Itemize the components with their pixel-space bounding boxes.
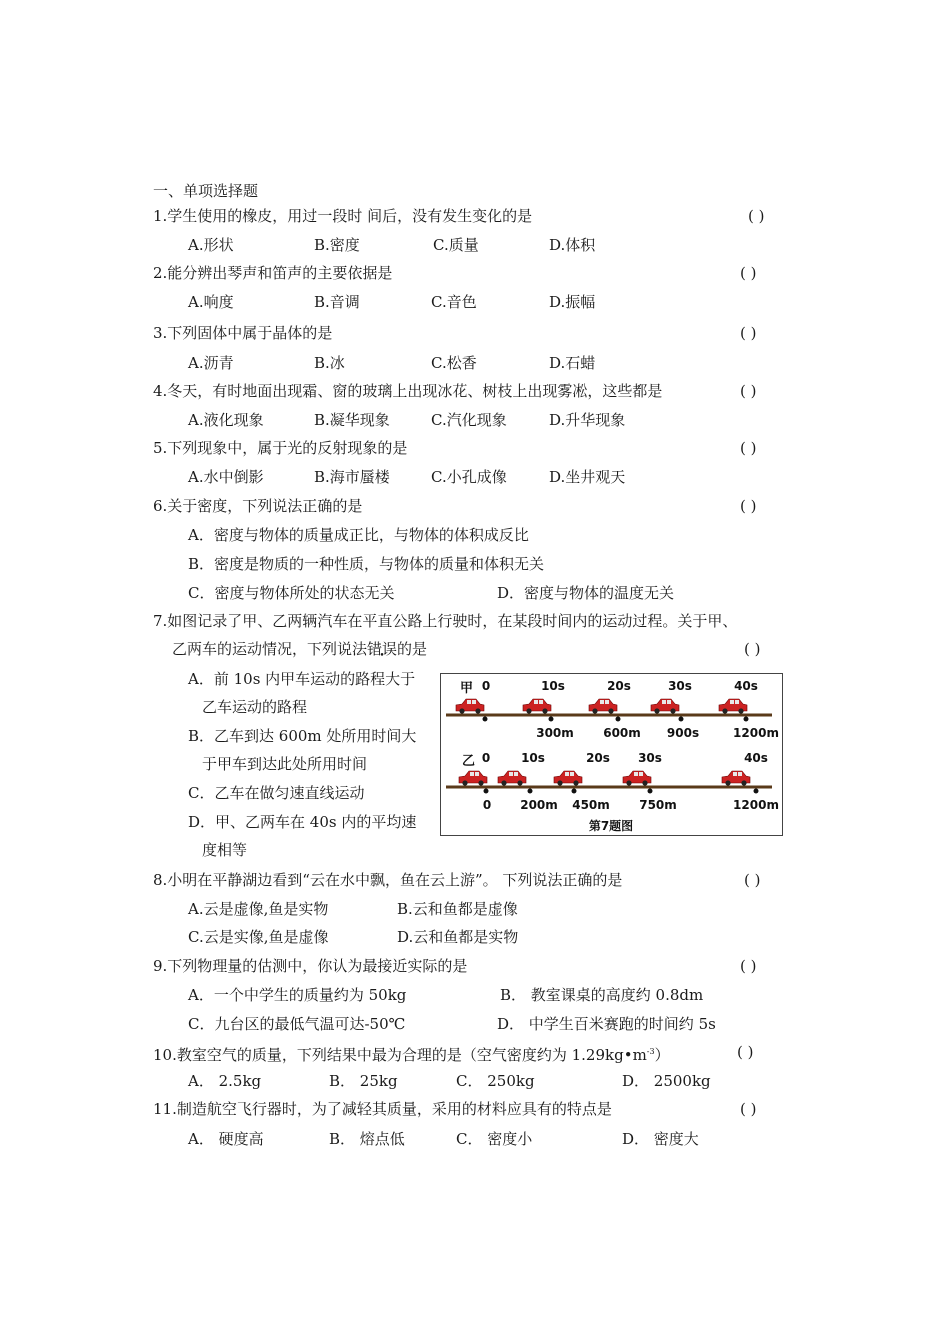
q7-stem-emphasis: 错误 (367, 640, 398, 658)
q7-option-c: C．乙车在做匀速直线运动 (188, 784, 365, 802)
row-a-marker-dot (679, 717, 684, 722)
q2-option-a: A.响度 (188, 293, 234, 311)
row-b-time-label: 30s (638, 751, 662, 765)
q7-option-d-line1: D．甲、乙两车在 40s 内的平均速 (188, 813, 417, 831)
row-b-time-label: 20s (586, 751, 610, 765)
row-a-time-label: 30s (668, 679, 692, 693)
q11-option-d: D． 密度大 (622, 1130, 699, 1148)
row-b-distance-label: 200m (520, 798, 558, 812)
q2-option-b: B.音调 (314, 293, 360, 311)
row-b-marker-dot (572, 789, 577, 794)
q3-option-c: C.松香 (431, 354, 477, 372)
row-a-marker-dot (549, 717, 554, 722)
row-b-distance-label: 0 (482, 798, 492, 812)
q5-option-a: A.水中倒影 (188, 468, 264, 486)
q5-option-b: B.海市蜃楼 (314, 468, 390, 486)
answer-blank-6[interactable]: ( ) (740, 497, 757, 515)
q1-option-d: D.体积 (549, 236, 596, 254)
row-b-time-label: 10s (521, 751, 545, 765)
q4-option-a: A.液化现象 (188, 411, 264, 429)
q6-option-b: B．密度是物质的一种性质，与物体的质量和体积无关 (188, 555, 545, 573)
q7-option-d-line2: 度相等 (202, 841, 248, 859)
row-b-marker-dot (648, 789, 653, 794)
answer-blank-1[interactable]: ( ) (748, 207, 765, 225)
answer-blank-5[interactable]: ( ) (740, 439, 757, 457)
question-7-stem-line1: 7.如图记录了甲、乙两辆汽车在平直公路上行驶时，在某段时间内的运动过程。关于甲、 (153, 612, 738, 630)
row-a-marker-dot (616, 717, 621, 722)
q10-option-c: C． 250kg (456, 1072, 535, 1090)
q1-option-b: B.密度 (314, 236, 360, 254)
answer-blank-2[interactable]: ( ) (740, 264, 757, 282)
row-b-distance-label: 450m (572, 798, 610, 812)
row-b-marker-dot (754, 789, 759, 794)
question-9-stem: 9.下列物理量的估测中，你认为最接近实际的是 (153, 957, 468, 975)
row-a-distance-label: 1200m (733, 726, 779, 740)
row-a-time-label: 0 (481, 679, 491, 693)
q11-option-c: C． 密度小 (456, 1130, 533, 1148)
answer-blank-7[interactable]: ( ) (744, 640, 761, 658)
q6-option-d: D．密度与物体的温度无关 (497, 584, 675, 602)
q4-option-d: D.升华现象 (549, 411, 626, 429)
q10-unit-exponent: -3 (646, 1047, 655, 1056)
q2-option-c: C.音色 (431, 293, 477, 311)
answer-blank-10[interactable]: ( ) (737, 1043, 754, 1061)
q11-option-b: B． 熔点低 (329, 1130, 405, 1148)
q9-option-b: B． 教室课桌的高度约 0.8dm (500, 986, 704, 1004)
row-a-time-label: 20s (607, 679, 631, 693)
q3-option-a: A.沥青 (188, 354, 234, 372)
section-title: 一、单项选择题 (153, 182, 259, 200)
q8-option-b: B.云和鱼都是虚像 (397, 900, 518, 918)
q7-stem-post: 的是 (397, 640, 428, 658)
q10-option-b: B． 25kg (329, 1072, 398, 1090)
q9-option-d: D． 中学生百米赛跑的时间约 5s (497, 1015, 716, 1033)
question-10-stem (153, 1041, 670, 1066)
row-b-marker-dot (484, 789, 489, 794)
q6-option-c: C．密度与物体所处的状态无关 (188, 584, 395, 602)
q8-option-d: D.云和鱼都是实物 (397, 928, 519, 946)
question-2-stem: 2.能分辨出琴声和笛声的主要依据是 (153, 264, 393, 282)
q5-option-d: D.坐井观天 (549, 468, 626, 486)
car-b-label: 乙 (462, 754, 476, 769)
question-6-stem: 6.关于密度，下列说法正确的是 (153, 497, 363, 515)
row-a-time-label: 10s (541, 679, 565, 693)
answer-blank-9[interactable]: ( ) (740, 957, 757, 975)
q9-option-c: C．九台区的最低气温可达-50℃ (188, 1015, 406, 1033)
car-a-label: 甲 (460, 681, 474, 696)
answer-blank-4[interactable]: ( ) (740, 382, 757, 400)
q7-option-a-line1: A．前 10s 内甲车运动的路程大于 (188, 670, 416, 688)
q4-option-b: B.凝华现象 (314, 411, 390, 429)
question-1-stem: 1.学生使用的橡皮，用过一段时 间后，没有发生变化的是 (153, 207, 533, 225)
figure-frame (441, 674, 783, 836)
q3-option-d: D.石蜡 (549, 354, 596, 372)
q7-option-a-line2: 乙车运动的路程 (202, 698, 308, 716)
row-b-time-label: 40s (744, 751, 768, 765)
question-5-stem: 5.下列现象中，属于光的反射现象的是 (153, 439, 408, 457)
q3-option-b: B.冰 (314, 354, 345, 372)
row-a-marker-dot (744, 717, 749, 722)
figure-caption: 第7题图 (588, 819, 634, 833)
q1-option-a: A.形状 (188, 236, 234, 254)
q1-option-c: C.质量 (433, 236, 479, 254)
q4-option-c: C.汽化现象 (431, 411, 507, 429)
q10-stem-close: ） (654, 1046, 670, 1064)
row-a-marker-dot (483, 717, 488, 722)
answer-blank-11[interactable]: ( ) (740, 1100, 757, 1118)
row-b-time-label: 0 (481, 751, 491, 765)
q10-stem-text: 10.教室空气的质量，下列结果中最为合理的是（空气密度约为 1.29kg•m (153, 1046, 647, 1064)
row-b-distance-label: 750m (639, 798, 677, 812)
question-11-stem: 11.制造航空飞行器时，为了减轻其质量，采用的材料应具有的特点是 (153, 1100, 612, 1118)
row-a-distance-label: 300m (536, 726, 574, 740)
row-b-marker-dot (528, 789, 533, 794)
answer-blank-8[interactable]: ( ) (744, 871, 761, 889)
row-a-distance-label: 900s (666, 726, 700, 740)
question-7-stem-line2 (172, 638, 427, 660)
q11-option-a: A． 硬度高 (188, 1130, 264, 1148)
question-8-stem: 8.小明在平静湖边看到“云在水中飘，鱼在云上游”。 下列说法正确的是 (153, 871, 623, 889)
q2-option-d: D.振幅 (549, 293, 596, 311)
question-4-stem: 4.冬天，有时地面出现霜、窗的玻璃上出现冰花、树枝上出现雾凇，这些都是 (153, 382, 663, 400)
q7-option-b-line1: B．乙车到达 600m 处所用时间大 (188, 727, 417, 745)
row-a-time-label: 40s (734, 679, 758, 693)
question-7-figure (440, 673, 783, 836)
row-b-distance-label: 1200m (733, 798, 779, 812)
q10-option-a: A． 2.5kg (188, 1072, 262, 1090)
q7-stem-pre: 乙两车的运动情况，下列说法 (172, 640, 368, 658)
q6-option-a: A．密度与物体的质量成正比，与物体的体积成反比 (188, 526, 529, 544)
q8-option-c: C.云是实像,鱼是虚像 (188, 928, 329, 946)
q8-option-a: A.云是虚像,鱼是实物 (188, 900, 329, 918)
q7-option-b-line2: 于甲车到达此处所用时间 (202, 755, 368, 773)
answer-blank-3[interactable]: ( ) (740, 324, 757, 342)
q9-option-a: A．一个中学生的质量约为 50kg (188, 986, 407, 1004)
row-a-distance-label: 600m (603, 726, 641, 740)
q5-option-c: C.小孔成像 (431, 468, 507, 486)
question-3-stem: 3.下列固体中属于晶体的是 (153, 324, 333, 342)
q10-option-d: D． 2500kg (622, 1072, 711, 1090)
